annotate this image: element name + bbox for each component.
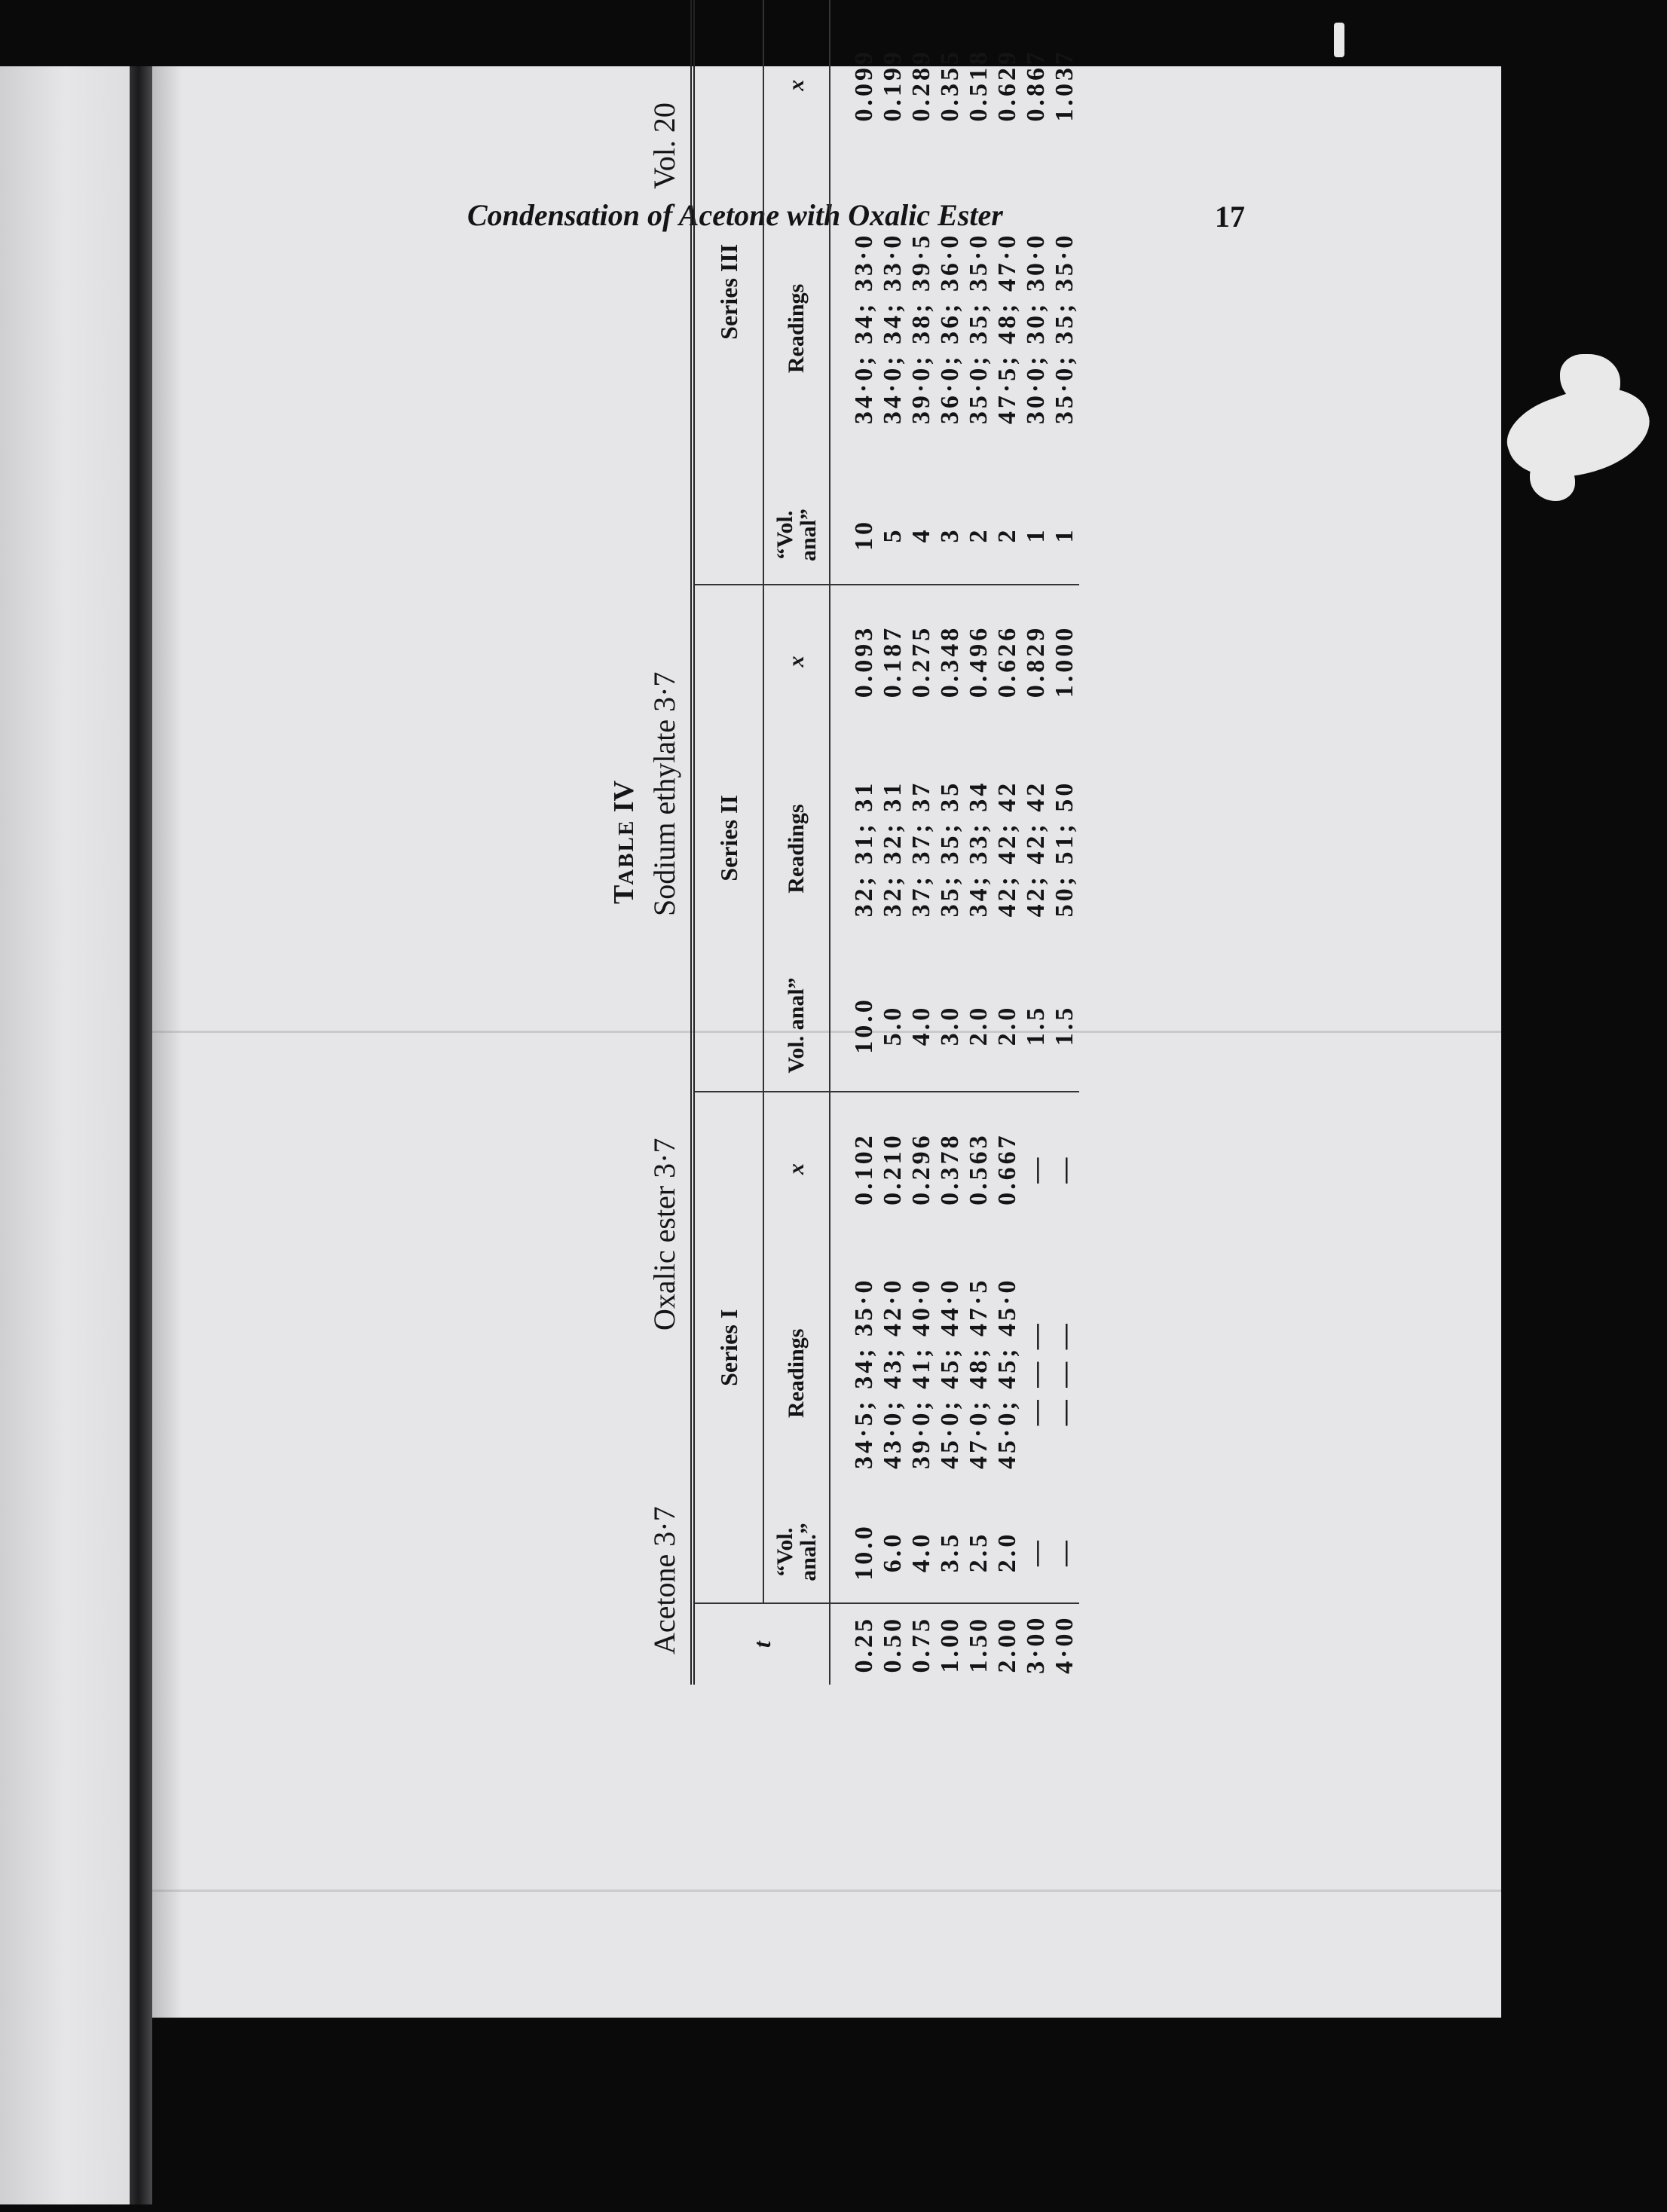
series-header-2: Series II <box>693 585 763 1092</box>
cell-s2-vol: 5.0 <box>879 1004 907 1046</box>
table-title-line <box>607 0 641 1685</box>
table-title-prefix: T <box>608 884 640 905</box>
series-header-3: Series III <box>693 0 763 585</box>
cell-s2-read: 34; 33; 34 <box>965 780 993 918</box>
cell-s2-read: 32; 31; 31 <box>850 780 878 918</box>
table-area <box>607 0 1667 1685</box>
cell-s3-read: 35·0; 35; 35·0 <box>965 232 993 425</box>
cell-t: 4·00 <box>1051 1603 1079 1685</box>
cell-s3-read: 30·0; 30; 30·0 <box>1022 232 1050 425</box>
param-sodium-ethylate: Sodium ethylate 3·7 <box>647 671 681 916</box>
cell-s1-read: 45·0; 45; 44·0 <box>936 1277 964 1469</box>
cell-t: 0.25 <box>830 1603 879 1685</box>
cell-s2-read: 32; 32; 31 <box>879 780 907 918</box>
cell-s3-x: 0.629 <box>993 49 1021 122</box>
cell-s1-read: — — — <box>1051 1321 1078 1426</box>
cell-s1-vol: 2.5 <box>965 1531 993 1573</box>
cell-s1-vol: 3.5 <box>936 1531 964 1573</box>
cell-s1-x: 0.667 <box>993 1092 1022 1245</box>
cell-s1-read: 39·0; 41; 40·0 <box>907 1277 935 1469</box>
cell-s2-read: 42; 42; 42 <box>993 780 1021 918</box>
cell-s1-read: 47·0; 48; 47·5 <box>965 1277 993 1469</box>
cell-s3-x: 0.518 <box>965 49 993 122</box>
cell-s3-vol: 1 <box>1051 527 1078 543</box>
table-body <box>830 0 1079 1685</box>
cell-s2-vol: 3.0 <box>936 1004 964 1046</box>
cell-s1-read: 45·0; 45; 45·0 <box>993 1277 1021 1469</box>
cell-s3-vol: 1 <box>1022 527 1050 543</box>
cell-s1-x: — <box>1051 1092 1079 1245</box>
cell-t: 2.00 <box>993 1603 1022 1685</box>
cell-s1-vol: — <box>1051 1538 1078 1567</box>
cell-s3-vol: 4 <box>907 527 935 543</box>
table-params-row <box>647 0 684 1685</box>
table-row <box>1051 0 1079 1685</box>
cell-s1-vol: 6.0 <box>879 1531 907 1573</box>
cell-s2-read: 50; 51; 50 <box>1051 780 1078 918</box>
table-row <box>907 0 936 1685</box>
cell-s3-x: 0.867 <box>1022 49 1050 122</box>
cell-s1-read: — — — <box>1022 1321 1050 1426</box>
cell-s3-x: 1.037 <box>1051 49 1078 122</box>
cell-s1-x: 0.102 <box>830 1092 879 1245</box>
cell-t: 1.50 <box>965 1603 993 1685</box>
cell-s1-x: — <box>1022 1092 1051 1245</box>
cell-t: 1.00 <box>936 1603 965 1685</box>
column-header-row <box>763 0 830 1685</box>
cell-s2-x: 0.829 <box>1022 585 1051 738</box>
table-row <box>936 0 965 1685</box>
param-oxalic-ester: Oxalic ester 3·7 <box>647 1138 681 1331</box>
cell-s1-vol: 10.0 <box>850 1523 878 1581</box>
cell-s2-vol: 2.0 <box>965 1004 993 1046</box>
cell-s3-read: 47·5; 48; 47·0 <box>993 232 1021 425</box>
facing-page <box>0 66 130 2204</box>
cell-t: 0.75 <box>907 1603 936 1685</box>
col-header-x-3: x <box>763 0 830 171</box>
book-gutter <box>130 66 152 2204</box>
page-edge-shadow <box>152 66 182 2018</box>
cell-s2-vol: 2.0 <box>993 1004 1021 1046</box>
cell-s2-vol: 1.5 <box>1022 1004 1050 1046</box>
table-title-smallcaps: ABLE <box>614 819 638 885</box>
table-row <box>830 0 879 1685</box>
cell-s1-x: 0.378 <box>936 1092 965 1245</box>
cell-s3-x: 0.289 <box>907 49 935 122</box>
cell-t: 0.50 <box>879 1603 907 1685</box>
cell-s3-read: 39·0; 38; 39·5 <box>907 232 935 425</box>
table-row <box>879 0 907 1685</box>
col-header-t: t <box>693 1603 830 1685</box>
cell-s3-read: 34·0; 34; 33·0 <box>879 232 907 425</box>
table-row <box>1022 0 1051 1685</box>
cell-s3-x: 0.199 <box>879 49 907 122</box>
cell-s3-x: 0.355 <box>936 49 964 122</box>
series-header-row <box>693 0 763 1685</box>
series-header-1: Series I <box>693 1092 763 1603</box>
running-head: Condensation of Acetone with Oxalic Ester <box>467 198 1003 232</box>
cell-s1-x: 0.296 <box>907 1092 936 1245</box>
col-header-vol-anal-1: “Vol. anal.” <box>763 1502 830 1604</box>
cell-s1-read: 43·0; 43; 42·0 <box>879 1277 907 1469</box>
cell-s2-x: 1.000 <box>1051 585 1079 738</box>
data-table <box>690 0 1079 1685</box>
rotated-table-block <box>607 0 1667 1685</box>
cell-s2-read: 35; 35; 35 <box>936 780 964 918</box>
param-volume: Vol. 20 <box>647 102 681 189</box>
col-header-vol-anal-3: “Vol. anal” <box>763 486 830 584</box>
param-acetone: Acetone 3·7 <box>647 1506 681 1654</box>
table-title-number: IV <box>608 780 640 820</box>
cell-t: 3·00 <box>1022 1603 1051 1685</box>
cell-s3-vol: 5 <box>879 527 907 543</box>
cell-s3-vol: 3 <box>936 527 964 543</box>
cell-s2-x: 0.187 <box>879 585 907 738</box>
cell-s1-read: 34·5; 34; 35·0 <box>850 1277 878 1469</box>
cell-s2-read: 42; 42; 42 <box>1022 780 1050 918</box>
cell-s3-read: 36·0; 36; 36·0 <box>936 232 964 425</box>
page-number: 17 <box>1215 200 1245 234</box>
cell-s3-read: 35·0; 35; 35·0 <box>1051 232 1078 425</box>
col-header-x-1: x <box>763 1092 830 1245</box>
cell-s1-x: 0.563 <box>965 1092 993 1245</box>
table-row <box>965 0 993 1685</box>
cell-s2-x: 0.093 <box>830 585 879 738</box>
cell-s3-vol: 10 <box>850 518 878 551</box>
scan-line <box>152 1890 1501 1892</box>
cell-s2-x: 0.626 <box>993 585 1022 738</box>
col-header-x-2: x <box>763 585 830 738</box>
col-header-vol-anal-2: Vol. anal” <box>763 960 830 1092</box>
col-header-readings-3: Readings <box>763 171 830 487</box>
cell-s2-vol: 1.5 <box>1051 1004 1078 1046</box>
cell-s2-vol: 4.0 <box>907 1004 935 1046</box>
cell-s2-x: 0.348 <box>936 585 965 738</box>
cell-s3-vol: 2 <box>965 527 993 543</box>
col-header-readings-2: Readings <box>763 738 830 959</box>
cell-s1-vol: 2.0 <box>993 1531 1021 1573</box>
cell-s1-x: 0.210 <box>879 1092 907 1245</box>
cell-s2-x: 0.275 <box>907 585 936 738</box>
cell-s2-x: 0.496 <box>965 585 993 738</box>
cell-s2-vol: 10.0 <box>850 997 878 1054</box>
cell-s3-x: 0.099 <box>850 49 878 122</box>
col-header-readings-1: Readings <box>763 1245 830 1502</box>
table-row <box>993 0 1022 1685</box>
cell-s3-read: 34·0; 34; 33·0 <box>850 232 878 425</box>
cell-s1-vol: 4.0 <box>907 1531 935 1573</box>
cell-s2-read: 37; 37; 37 <box>907 780 935 918</box>
cell-s1-vol: — <box>1022 1538 1050 1567</box>
cell-s3-vol: 2 <box>993 527 1021 543</box>
